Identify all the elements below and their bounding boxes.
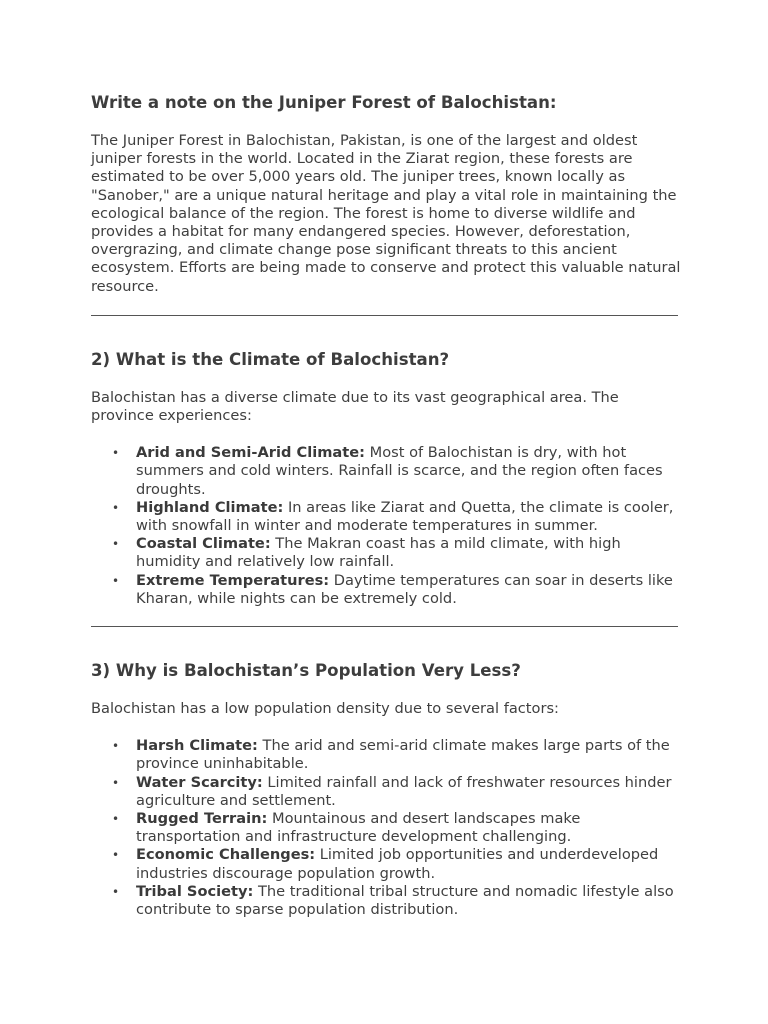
list-item-term: Extreme Temperatures: xyxy=(136,571,330,589)
list-item-text: The traditional tribal structure and nomadic lifestyle also contribute to sparse population distribution. xyxy=(136,882,674,919)
bullet-icon: • xyxy=(112,775,120,790)
list-item xyxy=(112,571,681,608)
bullet-icon: • xyxy=(112,812,120,827)
list-item xyxy=(112,535,681,571)
population-factors-list xyxy=(91,737,681,919)
section-3-intro: Balochistan has a low population density due to several factors: xyxy=(91,700,559,718)
climate-list xyxy=(91,444,681,608)
list-item-text: Limited job opportunities and underdeveloped industries discourage population growth. xyxy=(136,846,659,882)
bullet-icon: • xyxy=(112,739,120,754)
bullet-icon: • xyxy=(112,500,120,515)
list-item xyxy=(112,810,681,846)
list-item xyxy=(112,737,681,773)
list-item xyxy=(112,846,681,882)
bullet-icon: • xyxy=(112,884,120,899)
list-item-term: Coastal Climate: xyxy=(136,535,271,553)
list-item-term: Harsh Climate: xyxy=(136,737,258,755)
document-content xyxy=(91,93,681,919)
section-divider-2 xyxy=(91,626,678,627)
section-2-intro: Balochistan has a diverse climate due to its vast geographical area. The province experiences: xyxy=(91,388,619,425)
section-divider-1 xyxy=(91,315,678,316)
bullet-icon: • xyxy=(112,446,120,461)
list-item-text: Mountainous and desert landscapes make transportation and infrastructure development challenging. xyxy=(136,810,581,846)
list-item-term: Highland Climate: xyxy=(136,498,284,516)
list-item-term: Water Scarcity: xyxy=(136,773,263,791)
list-item-text: Daytime temperatures can soar in deserts like Kharan, while nights can be extremely cold. xyxy=(136,571,673,607)
section-1-body: The Juniper Forest in Balochistan, Pakistan, is one of the largest and oldest juniper forests in the world. Located in the Ziarat region, these forests are estimated to be over 5,000 years old. The juniper trees, known locally as "Sanober," are a unique natural heritage and play a vital role in maintaining the ecological balance of the region. The forest is home to diverse wildlife and provides a habitat for many endangered species. However, deforestation, overgrazing, and climate change pose significant threats to this ancient ecosystem. Efforts are being made to conserve and protect this valuable natural resource. xyxy=(91,132,681,295)
list-item xyxy=(112,773,681,810)
list-item-text: The arid and semi-arid climate makes large parts of the province uninhabitable. xyxy=(136,737,670,773)
list-item xyxy=(112,498,681,535)
list-item-term: Tribal Society: xyxy=(136,882,254,900)
bullet-icon: • xyxy=(112,848,120,863)
section-2-heading: 2) What is the Climate of Balochistan? xyxy=(91,349,450,369)
bullet-icon: • xyxy=(112,573,120,588)
list-item-text: The Makran coast has a mild climate, with high humidity and relatively low rainfall. xyxy=(136,535,621,571)
list-item-text: Limited rainfall and lack of freshwater resources hinder agriculture and settlement. xyxy=(136,773,672,809)
bullet-icon: • xyxy=(112,537,120,552)
list-item-text: Most of Balochistan is dry, with hot summers and cold winters. Rainfall is scarce, and the region often faces droughts. xyxy=(136,444,663,498)
list-item xyxy=(112,882,681,919)
section-1-heading: Write a note on the Juniper Forest of Balochistan: xyxy=(91,93,557,112)
list-item-text: In areas like Ziarat and Quetta, the climate is cooler, with snowfall in winter and moderate temperatures in summer. xyxy=(136,498,674,535)
list-item-term: Economic Challenges: xyxy=(136,846,316,864)
list-item xyxy=(112,444,681,499)
list-item-term: Arid and Semi-Arid Climate: xyxy=(136,444,365,462)
section-3-heading: 3) Why is Balochistan’s Population Very Less? xyxy=(91,661,521,681)
list-item-term: Rugged Terrain: xyxy=(136,810,268,828)
